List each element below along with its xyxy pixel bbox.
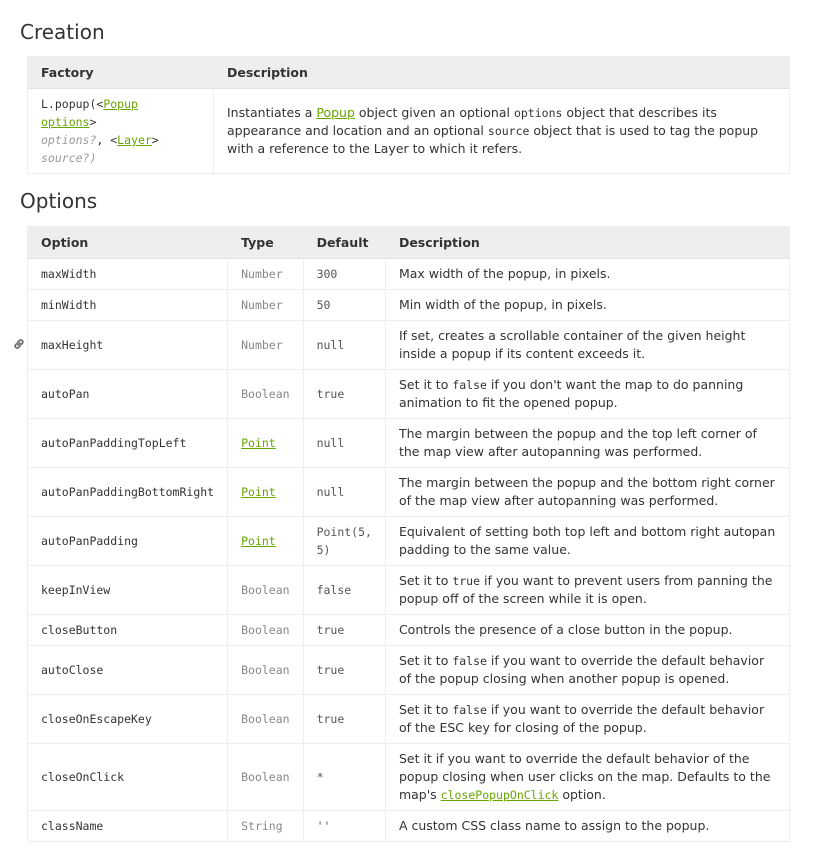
table-row — [28, 259, 790, 290]
option-description-cell — [385, 566, 789, 615]
factory-suffix: ) — [89, 151, 97, 165]
option-description-text: Set it to — [398, 377, 453, 392]
factory-column-header: Factory — [28, 57, 214, 89]
table-row — [28, 566, 790, 615]
table-row — [28, 290, 790, 321]
option-name: keepInView — [41, 583, 111, 597]
option-default: null — [316, 338, 345, 352]
option-name: maxHeight — [41, 338, 104, 352]
option-default-cell — [303, 468, 385, 517]
desc-part4: object that is used to tag the popup with a reference to the Layer to which it refers. — [227, 123, 759, 156]
option-default-cell — [303, 744, 385, 811]
option-type: Boolean — [241, 663, 290, 677]
option-name-cell — [28, 321, 228, 370]
option-description-text: Set it to — [398, 653, 453, 668]
option-type-cell — [228, 811, 303, 842]
option-default: true — [316, 712, 345, 726]
option-description-cell — [385, 370, 789, 419]
creation-header-row — [28, 57, 790, 89]
option-description-cell — [385, 517, 789, 566]
option-name: closeButton — [41, 623, 118, 637]
table-row — [28, 89, 790, 174]
option-name: autoPan — [41, 387, 90, 401]
factory-arg-source: source? — [41, 151, 90, 165]
option-name-cell — [28, 744, 228, 811]
popup-options-link[interactable]: Popup options — [41, 97, 138, 129]
table-row — [28, 321, 790, 370]
option-name-cell — [28, 517, 228, 566]
creation-table — [27, 56, 790, 174]
option-type: Number — [241, 338, 283, 352]
table-row — [28, 468, 790, 517]
option-description-code: false — [452, 378, 487, 392]
option-type-cell — [228, 744, 303, 811]
table-row — [28, 615, 790, 646]
option-default: null — [316, 485, 345, 499]
options-heading: Options — [20, 189, 98, 213]
option-description-text: Max width of the popup, in pixels. — [398, 266, 611, 281]
option-description-text: Set it if you want to override the default behavior of the popup closing when user clicks on the map. Defaults to the map's — [398, 751, 771, 802]
description-column-header: Description — [214, 57, 790, 89]
option-default: * — [316, 770, 324, 784]
desc-code-source: source — [487, 124, 530, 138]
option-description-text: if you want to override the default behavior of the popup closing when another popup is opened. — [398, 653, 765, 686]
option-name: autoPanPadding — [41, 534, 138, 548]
option-type: Number — [241, 267, 283, 281]
creation-heading: Creation — [20, 20, 105, 44]
option-default: 50 — [316, 298, 331, 312]
option-description-text: if you want to prevent users from panning the popup off of the screen while it is open. — [398, 573, 773, 606]
option-description-cell — [385, 419, 789, 468]
option-type-cell — [228, 370, 303, 419]
option-type-cell — [228, 321, 303, 370]
option-type-cell — [228, 646, 303, 695]
creation-description-cell — [214, 89, 790, 174]
option-default-cell — [303, 259, 385, 290]
option-name-cell — [28, 615, 228, 646]
option-name: autoPanPaddingTopLeft — [41, 436, 187, 450]
layer-link[interactable]: Layer — [117, 133, 152, 147]
option-type-cell — [228, 468, 303, 517]
option-name-cell — [28, 468, 228, 517]
option-type-cell — [228, 517, 303, 566]
option-default-cell — [303, 321, 385, 370]
popup-link[interactable]: Popup — [316, 105, 355, 120]
option-column-header: Option — [28, 227, 228, 259]
option-description-code: false — [452, 703, 487, 717]
default-column-header: Default — [303, 227, 385, 259]
option-type-cell — [228, 290, 303, 321]
option-name: minWidth — [41, 298, 97, 312]
factory-arg-options: options? — [41, 133, 97, 147]
option-description-cell — [385, 744, 789, 811]
close-popup-on-click-link[interactable]: closePopupOnClick — [440, 788, 559, 802]
options-table — [27, 226, 790, 842]
option-type: Boolean — [241, 770, 290, 784]
option-type-cell — [228, 615, 303, 646]
option-default: null — [316, 436, 345, 450]
point-type-link[interactable]: Point — [241, 436, 276, 450]
option-description-cell — [385, 615, 789, 646]
option-default-cell — [303, 695, 385, 744]
option-type: Boolean — [241, 583, 290, 597]
option-name-cell — [28, 370, 228, 419]
option-name: autoClose — [41, 663, 104, 677]
option-description-text: Min width of the popup, in pixels. — [398, 297, 607, 312]
option-description-code: false — [452, 654, 487, 668]
option-default-cell — [303, 370, 385, 419]
option-type-cell — [228, 566, 303, 615]
option-description-text: The margin between the popup and the bottom right corner of the map view after autopanning was performed. — [398, 475, 775, 508]
option-description-text: Controls the presence of a close button in the popup. — [398, 622, 733, 637]
option-description-cell — [385, 290, 789, 321]
option-name-cell — [28, 646, 228, 695]
option-default-cell — [303, 811, 385, 842]
point-type-link[interactable]: Point — [241, 534, 276, 548]
option-description-text: option. — [558, 787, 606, 802]
table-row — [28, 419, 790, 468]
option-default: true — [316, 663, 345, 677]
option-description-text: Set it to — [398, 702, 453, 717]
option-type: Boolean — [241, 387, 290, 401]
table-row — [28, 646, 790, 695]
option-type: Boolean — [241, 712, 290, 726]
option-type: Boolean — [241, 623, 290, 637]
option-default-cell — [303, 419, 385, 468]
option-default: 300 — [316, 267, 338, 281]
option-name: maxWidth — [41, 267, 97, 281]
option-description-cell — [385, 321, 789, 370]
option-description-text: Set it to — [398, 573, 453, 588]
option-default-cell — [303, 517, 385, 566]
option-type-cell — [228, 259, 303, 290]
option-type: Number — [241, 298, 283, 312]
table-row — [28, 370, 790, 419]
option-default: false — [316, 583, 352, 597]
option-default: '' — [316, 819, 331, 833]
option-name: closeOnClick — [41, 770, 125, 784]
desc-part1: Instantiates a — [227, 105, 317, 120]
option-type-cell — [228, 695, 303, 744]
point-type-link[interactable]: Point — [241, 485, 276, 499]
options-description-column-header: Description — [385, 227, 789, 259]
table-row — [28, 744, 790, 811]
table-row — [28, 811, 790, 842]
table-row — [28, 517, 790, 566]
option-type-cell — [228, 419, 303, 468]
option-description-text: A custom CSS class name to assign to the popup. — [398, 818, 710, 833]
option-description-text: The margin between the popup and the top left corner of the map view after autopanning was performed. — [398, 426, 757, 459]
options-header-row — [28, 227, 790, 259]
factory-mid2: , < — [96, 133, 118, 147]
option-default-cell — [303, 290, 385, 321]
option-description-text: if you want to override the default behavior of the ESC key for closing of the popup. — [398, 702, 765, 735]
option-type: String — [241, 819, 283, 833]
option-description-cell — [385, 468, 789, 517]
option-description-cell — [385, 259, 789, 290]
desc-code-options: options — [513, 106, 563, 120]
option-name: closeOnEscapeKey — [41, 712, 152, 726]
option-name-cell — [28, 259, 228, 290]
option-name: className — [41, 819, 104, 833]
option-default: true — [316, 387, 345, 401]
factory-prefix: L.popup(< — [41, 97, 104, 111]
option-name-cell — [28, 419, 228, 468]
option-name-cell — [28, 695, 228, 744]
desc-part3: object that describes its appearance and location and an optional — [227, 105, 717, 138]
option-name-cell — [28, 566, 228, 615]
option-name-cell — [28, 290, 228, 321]
option-description-text: Equivalent of setting both top left and bottom right autopan padding to the same value. — [398, 524, 776, 557]
option-name-cell — [28, 811, 228, 842]
option-description-cell — [385, 811, 789, 842]
factory-mid3: > — [151, 133, 159, 147]
type-column-header: Type — [228, 227, 303, 259]
option-default-cell — [303, 646, 385, 695]
option-default: Point(5, 5) — [316, 525, 372, 557]
option-description-cell — [385, 695, 789, 744]
option-name: autoPanPaddingBottomRight — [41, 485, 215, 499]
table-row — [28, 695, 790, 744]
option-description-cell — [385, 646, 789, 695]
link-icon[interactable] — [12, 337, 26, 351]
factory-mid1: > — [89, 115, 97, 129]
option-default-cell — [303, 566, 385, 615]
option-description-text: if you don't want the map to do panning animation to fit the opened popup. — [398, 377, 744, 410]
option-default: true — [316, 623, 345, 637]
desc-part2: object given an optional — [354, 105, 514, 120]
factory-cell — [28, 89, 214, 174]
option-description-code: true — [452, 574, 481, 588]
option-description-text: If set, creates a scrollable container of the given height inside a popup if its content exceeds it. — [398, 328, 746, 361]
option-default-cell — [303, 615, 385, 646]
